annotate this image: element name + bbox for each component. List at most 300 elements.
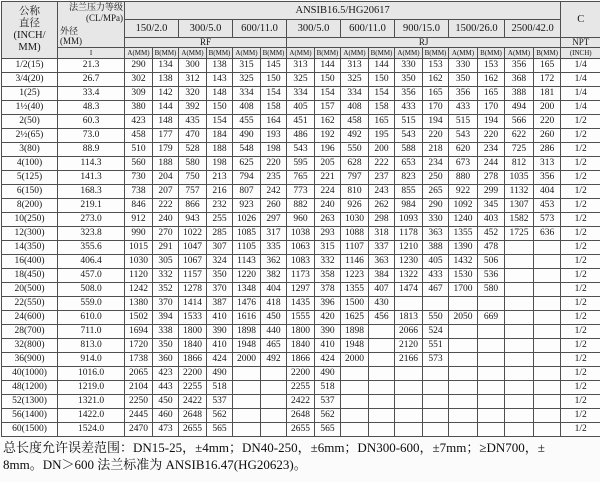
outer-diameter-cell: 168.3: [58, 185, 125, 199]
dimension-value-cell: 1022: [179, 227, 207, 241]
dn-label-cell: 48(1200): [2, 381, 58, 395]
dimension-value-cell: 334: [233, 87, 261, 101]
dimension-value-cell: 198: [207, 157, 233, 171]
dimension-value-cell: 750: [179, 171, 207, 185]
b-dim-header: B(MM): [315, 48, 341, 59]
dimension-value-cell: [261, 409, 287, 423]
table-row: [2, 255, 600, 269]
rf-facing-header: RF: [125, 38, 287, 48]
dimension-value-cell: 368: [505, 73, 534, 87]
dimension-value-cell: 370: [153, 297, 179, 311]
dimension-value-cell: [478, 353, 505, 367]
dimension-value-cell: 1616: [233, 311, 261, 325]
dimension-value-cell: 812: [505, 157, 534, 171]
table-row: [2, 157, 600, 171]
dimension-value-cell: 455: [233, 115, 261, 129]
dimension-value-cell: 433: [395, 101, 423, 115]
table-row: [2, 115, 600, 129]
dimension-value-cell: 184: [207, 129, 233, 143]
dimension-value-cell: [534, 339, 561, 353]
dimension-value-cell: [505, 241, 534, 255]
dimension-value-cell: [449, 381, 478, 395]
dimension-value-cell: 165: [423, 87, 449, 101]
dimension-value-cell: 345: [478, 199, 505, 213]
table-row: [2, 143, 600, 157]
dimension-value-cell: [341, 409, 369, 423]
dimension-value-cell: 1500: [341, 297, 369, 311]
npt-size-cell: 1/2: [561, 185, 600, 199]
npt-size-cell: 1/2: [561, 269, 600, 283]
dimension-value-cell: 356: [395, 87, 423, 101]
dimension-value-cell: [369, 423, 395, 437]
outer-diameter-cell: 1524.0: [58, 423, 125, 437]
dn-label-cell: 6(150): [2, 185, 58, 199]
dimension-value-cell: 153: [478, 59, 505, 73]
rj-facing-header: RJ: [287, 38, 561, 48]
dimension-value-cell: [505, 395, 534, 409]
dimension-value-cell: 153: [423, 59, 449, 73]
dimension-value-cell: 1414: [179, 297, 207, 311]
dimension-value-cell: 403: [478, 213, 505, 227]
dimension-value-cell: 1355: [341, 283, 369, 297]
npt-size-cell: 1/2: [561, 227, 600, 241]
dimension-value-cell: [395, 381, 423, 395]
dimension-value-cell: 1030: [125, 255, 153, 269]
outer-diameter-cell: 141.3: [58, 171, 125, 185]
dn-label-cell: 20(500): [2, 283, 58, 297]
dimension-value-cell: 1898: [341, 325, 369, 339]
dimension-value-cell: [505, 339, 534, 353]
a-dim-header: A(MM): [179, 48, 207, 59]
dimension-value-cell: 424: [207, 353, 233, 367]
dimension-value-cell: [341, 423, 369, 437]
outer-diameter-cell: 355.6: [58, 241, 125, 255]
dimension-value-cell: 235: [261, 171, 287, 185]
dimension-value-cell: 1105: [233, 241, 261, 255]
dimension-value-cell: 537: [315, 395, 341, 409]
dimension-value-cell: 536: [478, 269, 505, 283]
dimension-value-cell: [233, 395, 261, 409]
dimension-value-cell: 1240: [449, 213, 478, 227]
dimension-value-cell: 243: [369, 185, 395, 199]
dimension-value-cell: 960: [287, 213, 315, 227]
dimension-value-cell: 1840: [287, 339, 315, 353]
a-dim-header: A(MM): [233, 48, 261, 59]
dimension-value-cell: 492: [261, 353, 287, 367]
dimension-value-cell: 2255: [287, 381, 315, 395]
dimension-value-cell: 1088: [341, 227, 369, 241]
header-row-ab: [2, 48, 600, 59]
dimension-value-cell: 725: [505, 143, 534, 157]
npt-size-cell: 1/2: [561, 171, 600, 185]
dimension-value-cell: 1435: [287, 297, 315, 311]
dimension-value-cell: [534, 311, 561, 325]
npt-size-cell: 1/2: [561, 395, 600, 409]
dimension-value-cell: 200: [369, 143, 395, 157]
dimension-value-cell: 297: [261, 213, 287, 227]
outer-diameter-cell: 48.3: [58, 101, 125, 115]
dimension-value-cell: 232: [207, 199, 233, 213]
dimension-value-cell: 490: [315, 367, 341, 381]
dimension-value-cell: 313: [341, 59, 369, 73]
dimension-value-cell: 1223: [341, 269, 369, 283]
dimension-value-cell: 653: [395, 157, 423, 171]
dimension-value-cell: 244: [478, 157, 505, 171]
dimension-value-cell: [505, 409, 534, 423]
dimension-value-cell: 562: [315, 409, 341, 423]
table-row: [2, 227, 600, 241]
table-row: [2, 381, 600, 395]
dimension-value-cell: [505, 269, 534, 283]
dimension-value-cell: 1700: [449, 283, 478, 297]
dimension-value-cell: 170: [478, 101, 505, 115]
dimension-value-cell: [534, 353, 561, 367]
dn-label-cell: 12(300): [2, 227, 58, 241]
dn-label-cell: 22(550): [2, 297, 58, 311]
dimension-value-cell: 2655: [179, 423, 207, 437]
dimension-value-cell: 179: [153, 143, 179, 157]
dimension-value-cell: 320: [179, 87, 207, 101]
dimension-value-cell: 1143: [233, 255, 261, 269]
dimension-value-cell: [449, 423, 478, 437]
dimension-value-cell: [341, 395, 369, 409]
npt-header: NPT: [561, 38, 600, 48]
dimension-value-cell: 324: [207, 255, 233, 269]
dimension-value-cell: 433: [449, 101, 478, 115]
dimension-value-cell: 325: [287, 73, 315, 87]
dimension-value-cell: 356: [449, 87, 478, 101]
dimension-value-cell: 363: [369, 255, 395, 269]
dimension-value-cell: 1092: [449, 199, 478, 213]
dimension-value-cell: [395, 297, 423, 311]
dimension-value-cell: 177: [153, 129, 179, 143]
npt-size-cell: 1/2: [561, 143, 600, 157]
dimension-value-cell: [478, 395, 505, 409]
dimension-value-cell: 138: [207, 59, 233, 73]
dimension-value-cell: 2648: [287, 409, 315, 423]
dimension-value-cell: [369, 395, 395, 409]
outer-diameter-cell: 88.9: [58, 143, 125, 157]
dimension-value-cell: 142: [153, 87, 179, 101]
dimension-value-cell: 262: [369, 199, 395, 213]
dn-head-line: 直径: [19, 18, 40, 29]
dimension-value-cell: [423, 367, 449, 381]
dimension-value-cell: 807: [233, 185, 261, 199]
dimension-value-cell: 1533: [179, 311, 207, 325]
class-header: 300/5.0: [287, 20, 341, 38]
dimension-value-cell: 150: [261, 73, 287, 87]
dimension-value-cell: 1898: [233, 325, 261, 339]
dimension-value-cell: 265: [423, 185, 449, 199]
dimension-value-cell: 278: [478, 171, 505, 185]
header-row-standard: [2, 2, 600, 20]
dimension-value-cell: 290: [423, 199, 449, 213]
dimension-value-cell: 255: [207, 213, 233, 227]
dimension-value-cell: 923: [233, 199, 261, 213]
dimension-value-cell: 170: [423, 101, 449, 115]
a-dim-header: A(MM): [505, 48, 534, 59]
tolerance-note-line2: 8mm。DN＞600 法兰标准为 ANSIB16.47(HG20623)。: [3, 456, 307, 472]
dimension-value-cell: 1694: [125, 325, 153, 339]
b-dim-header: B(MM): [207, 48, 233, 59]
dimension-value-cell: 362: [261, 255, 287, 269]
dimension-value-cell: 435: [179, 115, 207, 129]
dimension-value-cell: 325: [341, 73, 369, 87]
dimension-value-cell: 2050: [449, 311, 478, 325]
dn-label-cell: 60(1500): [2, 423, 58, 437]
table-row: [2, 395, 600, 409]
npt-size-cell: 1/2: [561, 423, 600, 437]
dimension-value-cell: 1948: [233, 339, 261, 353]
dimension-value-cell: 172: [534, 73, 561, 87]
dimension-value-cell: 1278: [179, 283, 207, 297]
outer-diameter-cell: 508.0: [58, 283, 125, 297]
dimension-value-cell: 625: [233, 157, 261, 171]
outer-diameter-cell: 1321.0: [58, 395, 125, 409]
dimension-value-cell: 573: [534, 213, 561, 227]
class-header: 2500/42.0: [505, 20, 561, 38]
dn-label-cell: 28(700): [2, 325, 58, 339]
dimension-value-cell: 378: [315, 283, 341, 297]
npt-size-cell: 1/4: [561, 101, 600, 115]
dimension-value-cell: 382: [261, 269, 287, 283]
dimension-value-cell: 1015: [125, 241, 153, 255]
dn-label-cell: 2½(65): [2, 129, 58, 143]
dimension-value-cell: [395, 395, 423, 409]
dimension-value-cell: 990: [125, 227, 153, 241]
dimension-value-cell: 855: [395, 185, 423, 199]
outer-diameter-cell: 219.1: [58, 199, 125, 213]
dimension-value-cell: 1120: [125, 269, 153, 283]
dimension-value-cell: 165: [369, 115, 395, 129]
dimension-value-cell: 410: [207, 311, 233, 325]
dimension-value-cell: 138: [153, 73, 179, 87]
outer-diameter-cell: 406.4: [58, 255, 125, 269]
dimension-value-cell: 943: [179, 213, 207, 227]
outer-diameter-cell: 559.0: [58, 297, 125, 311]
class-header: 150/2.0: [125, 20, 179, 38]
dimension-value-cell: [478, 367, 505, 381]
dimension-value-cell: [534, 297, 561, 311]
dimension-value-cell: 164: [261, 115, 287, 129]
dimension-value-cell: 2445: [125, 409, 153, 423]
dimension-value-cell: 162: [423, 73, 449, 87]
a-dim-header: A(MM): [395, 48, 423, 59]
dimension-value-cell: 330: [449, 59, 478, 73]
dimension-value-cell: 620: [449, 143, 478, 157]
dimension-value-cell: 537: [207, 395, 233, 409]
dimension-value-cell: 478: [478, 241, 505, 255]
dimension-value-cell: 317: [261, 227, 287, 241]
dimension-value-cell: 388: [423, 241, 449, 255]
dimension-value-cell: [261, 423, 287, 437]
dimension-value-cell: 823: [395, 171, 423, 185]
dimension-value-cell: 2255: [179, 381, 207, 395]
table-row: [2, 311, 600, 325]
dimension-value-cell: 1178: [395, 227, 423, 241]
npt-size-cell: 1/2: [561, 409, 600, 423]
dimension-value-cell: 410: [315, 339, 341, 353]
dimension-value-cell: 510: [125, 143, 153, 157]
dimension-value-cell: 2470: [125, 423, 153, 437]
table-row: [2, 101, 600, 115]
dimension-value-cell: 456: [369, 311, 395, 325]
dimension-value-cell: 622: [505, 129, 534, 143]
dimension-value-cell: 797: [341, 171, 369, 185]
dimension-value-cell: [478, 423, 505, 437]
npt-size-cell: 1/2: [561, 241, 600, 255]
dimension-value-cell: 144: [315, 59, 341, 73]
flange-dimension-table: [1, 1, 600, 437]
outer-diameter-cell: 914.0: [58, 353, 125, 367]
dimension-value-cell: 165: [478, 87, 505, 101]
dimension-value-cell: 286: [534, 143, 561, 157]
dimension-value-cell: [505, 255, 534, 269]
dimension-value-cell: 234: [478, 143, 505, 157]
dimension-value-cell: [341, 367, 369, 381]
dimension-value-cell: 305: [153, 255, 179, 269]
dimension-value-cell: 1093: [395, 213, 423, 227]
dimension-value-cell: [395, 423, 423, 437]
dimension-value-cell: 148: [207, 87, 233, 101]
dimension-value-cell: 1157: [179, 269, 207, 283]
dimension-value-cell: 2120: [395, 339, 423, 353]
dimension-value-cell: 846: [125, 199, 153, 213]
dimension-value-cell: 636: [534, 227, 561, 241]
dimension-value-cell: 515: [449, 115, 478, 129]
dimension-value-cell: 423: [125, 115, 153, 129]
dimension-value-cell: 1242: [125, 283, 153, 297]
dimension-value-cell: 2648: [179, 409, 207, 423]
dimension-value-cell: 452: [478, 227, 505, 241]
dimension-value-cell: 298: [369, 213, 395, 227]
dimension-value-cell: [233, 423, 261, 437]
dn-label-cell: 24(600): [2, 311, 58, 325]
dimension-value-cell: 580: [179, 157, 207, 171]
dimension-value-cell: 443: [153, 381, 179, 395]
dimension-value-cell: 423: [153, 367, 179, 381]
npt-size-cell: 1/2: [561, 297, 600, 311]
dimension-value-cell: 560: [125, 157, 153, 171]
dn-label-cell: 4(100): [2, 157, 58, 171]
dimension-value-cell: 1322: [395, 269, 423, 283]
dimension-value-cell: [534, 381, 561, 395]
dimension-value-cell: 1725: [505, 227, 534, 241]
outer-diameter-cell: 1219.0: [58, 381, 125, 395]
dimension-value-cell: 356: [534, 171, 561, 185]
dimension-value-cell: 242: [261, 185, 287, 199]
dimension-value-cell: [478, 339, 505, 353]
dimension-value-cell: [449, 339, 478, 353]
b-dim-header: B(MM): [423, 48, 449, 59]
dimension-value-cell: 450: [153, 395, 179, 409]
dimension-value-cell: [369, 409, 395, 423]
dimension-value-cell: 738: [125, 185, 153, 199]
outer-diameter-cell: 323.8: [58, 227, 125, 241]
dimension-value-cell: 1582: [505, 213, 534, 227]
dimension-value-cell: 673: [449, 157, 478, 171]
dimension-value-cell: 418: [261, 297, 287, 311]
npt-size-cell: 1/2: [561, 353, 600, 367]
dimension-value-cell: 1474: [395, 283, 423, 297]
dimension-value-cell: 224: [315, 185, 341, 199]
dimension-value-cell: [534, 395, 561, 409]
dimension-value-cell: 220: [423, 129, 449, 143]
dn-label-cell: 3/4(20): [2, 73, 58, 87]
dimension-value-cell: 1230: [395, 255, 423, 269]
dimension-value-cell: 1297: [287, 283, 315, 297]
dimension-value-cell: 912: [125, 213, 153, 227]
dimension-value-cell: 922: [449, 185, 478, 199]
npt-size-cell: 1/2: [561, 213, 600, 227]
dimension-value-cell: 628: [341, 157, 369, 171]
dn-label-cell: 40(1000): [2, 367, 58, 381]
dimension-value-cell: 313: [287, 59, 315, 73]
dimension-value-cell: 154: [369, 87, 395, 101]
dimension-value-cell: 144: [153, 101, 179, 115]
npt-unit-header: (INCH): [561, 48, 600, 59]
npt-size-cell: 1/2: [561, 325, 600, 339]
dimension-value-cell: 148: [153, 115, 179, 129]
dimension-value-cell: 550: [423, 311, 449, 325]
dimension-value-cell: 350: [449, 73, 478, 87]
dimension-value-cell: 515: [395, 115, 423, 129]
dimension-value-cell: 260: [261, 199, 287, 213]
dimension-value-cell: 1502: [125, 311, 153, 325]
dimension-value-cell: 773: [287, 185, 315, 199]
table-row: [2, 129, 600, 143]
dimension-value-cell: 2066: [395, 325, 423, 339]
dimension-value-cell: 550: [341, 143, 369, 157]
dimension-value-cell: [534, 283, 561, 297]
dimension-value-cell: 1813: [395, 311, 423, 325]
dimension-value-cell: 335: [261, 241, 287, 255]
dimension-value-cell: 192: [315, 129, 341, 143]
dimension-value-cell: 486: [287, 129, 315, 143]
dimension-value-cell: 207: [153, 185, 179, 199]
dn-head-line: 公称: [19, 6, 40, 17]
dimension-value-cell: [534, 325, 561, 339]
dimension-value-cell: [395, 409, 423, 423]
dimension-value-cell: 430: [369, 297, 395, 311]
dimension-value-cell: [369, 339, 395, 353]
dimension-value-cell: 220: [478, 129, 505, 143]
dimension-value-cell: 2065: [125, 367, 153, 381]
dimension-value-cell: 352: [153, 283, 179, 297]
dimension-value-cell: [369, 325, 395, 339]
dimension-value-cell: 1380: [125, 297, 153, 311]
dimension-value-cell: 293: [315, 227, 341, 241]
dimension-value-cell: 1866: [179, 353, 207, 367]
a-dim-header: A(MM): [287, 48, 315, 59]
table-row: [2, 339, 600, 353]
dimension-value-cell: 794: [233, 171, 261, 185]
dimension-value-cell: 1355: [449, 227, 478, 241]
dimension-value-cell: 154: [261, 87, 287, 101]
b-dim-header: B(MM): [153, 48, 179, 59]
dimension-value-cell: [449, 353, 478, 367]
dimension-value-cell: 338: [153, 325, 179, 339]
dimension-value-cell: [478, 325, 505, 339]
dimension-value-cell: 157: [315, 101, 341, 115]
dimension-value-cell: 528: [179, 143, 207, 157]
dimension-value-cell: 299: [478, 185, 505, 199]
npt-size-cell: 1/2: [561, 129, 600, 143]
dimension-value-cell: [505, 367, 534, 381]
dimension-value-cell: 363: [423, 227, 449, 241]
dimension-value-cell: [505, 353, 534, 367]
b-dim-header: B(MM): [534, 48, 561, 59]
